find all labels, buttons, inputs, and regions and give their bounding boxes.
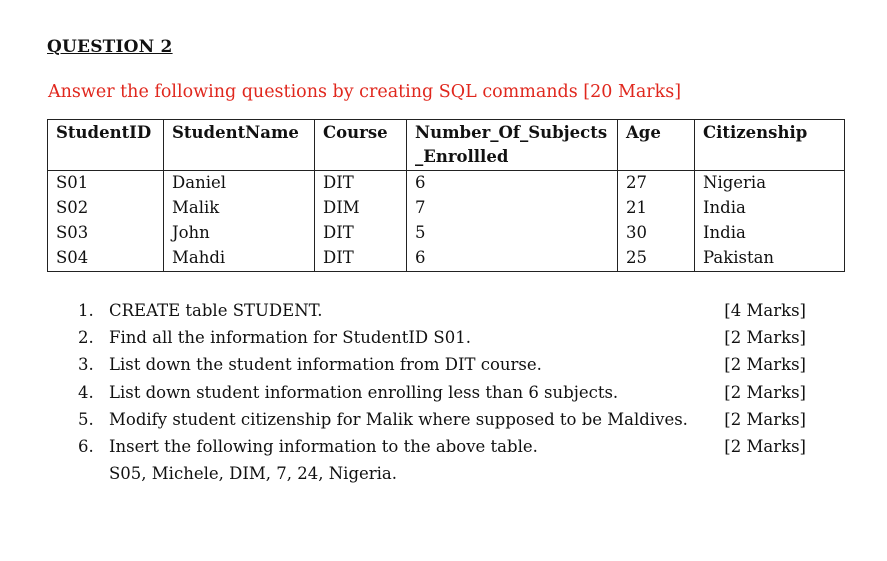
cell-student-id: S01 bbox=[48, 171, 164, 197]
student-table bbox=[47, 119, 845, 272]
question-instructions: Answer the following questions by creating SQL commands [20 Marks] bbox=[48, 82, 682, 102]
cell-course: DIM bbox=[315, 196, 407, 221]
question-text: Find all the information for StudentID S01. bbox=[109, 328, 471, 348]
list-item bbox=[78, 433, 818, 460]
header-age: Age bbox=[618, 120, 695, 171]
cell-subjects: 7 bbox=[407, 196, 618, 221]
cell-course: DIT bbox=[315, 246, 407, 272]
cell-subjects: 6 bbox=[407, 171, 618, 197]
question-number: 5. bbox=[78, 409, 94, 429]
question-marks: [2 Marks] bbox=[724, 355, 806, 375]
header-number-of-subjects-line2: _Enrollled bbox=[415, 147, 509, 166]
question-text: Insert the following information to the above table. bbox=[109, 436, 538, 456]
cell-age: 30 bbox=[618, 221, 695, 246]
question-marks: [2 Marks] bbox=[724, 328, 806, 348]
table-header-row bbox=[48, 120, 845, 171]
list-item bbox=[78, 379, 818, 406]
cell-student-id: S03 bbox=[48, 221, 164, 246]
table-row bbox=[48, 221, 845, 246]
list-item bbox=[78, 406, 818, 433]
question-list bbox=[78, 297, 818, 487]
question-text: Modify student citizenship for Malik where supposed to be Maldives. bbox=[109, 409, 688, 429]
question-number: 1. bbox=[78, 301, 94, 320]
list-item bbox=[78, 297, 818, 324]
cell-citizenship: India bbox=[695, 221, 845, 246]
table-row bbox=[48, 246, 845, 272]
cell-student-id: S02 bbox=[48, 196, 164, 221]
question-number: 3. bbox=[78, 355, 94, 375]
cell-course: DIT bbox=[315, 171, 407, 197]
cell-student-name: John bbox=[164, 221, 315, 246]
question-marks: [4 Marks] bbox=[724, 301, 806, 320]
cell-student-name: Malik bbox=[164, 196, 315, 221]
header-course: Course bbox=[315, 120, 407, 171]
header-student-name: StudentName bbox=[164, 120, 315, 171]
question-number: 6. bbox=[78, 436, 94, 456]
cell-student-name: Daniel bbox=[164, 171, 315, 197]
cell-subjects: 5 bbox=[407, 221, 618, 246]
question-text: List down student information enrolling less than 6 subjects. bbox=[109, 382, 619, 402]
header-number-of-subjects bbox=[407, 120, 618, 171]
cell-age: 25 bbox=[618, 246, 695, 272]
table-row bbox=[48, 196, 845, 221]
header-number-of-subjects-line1: Number_Of_Subjects bbox=[415, 123, 608, 142]
table-row bbox=[48, 171, 845, 197]
question-heading: QUESTION 2 bbox=[47, 37, 173, 57]
insert-values-line bbox=[78, 460, 818, 487]
cell-citizenship: Nigeria bbox=[695, 171, 845, 197]
cell-student-id: S04 bbox=[48, 246, 164, 272]
insert-values-text: S05, Michele, DIM, 7, 24, Nigeria. bbox=[109, 464, 398, 484]
question-text: CREATE table STUDENT. bbox=[109, 301, 323, 320]
cell-student-name: Mahdi bbox=[164, 246, 315, 272]
question-marks: [2 Marks] bbox=[724, 409, 806, 429]
question-marks: [2 Marks] bbox=[724, 436, 806, 456]
cell-subjects: 6 bbox=[407, 246, 618, 272]
question-text: List down the student information from DIT course. bbox=[109, 355, 542, 375]
cell-age: 21 bbox=[618, 196, 695, 221]
list-item bbox=[78, 351, 818, 378]
header-student-id: StudentID bbox=[48, 120, 164, 171]
question-marks: [2 Marks] bbox=[724, 382, 806, 402]
cell-citizenship: Pakistan bbox=[695, 246, 845, 272]
cell-course: DIT bbox=[315, 221, 407, 246]
cell-citizenship: India bbox=[695, 196, 845, 221]
list-item bbox=[78, 324, 818, 351]
question-number: 4. bbox=[78, 382, 94, 402]
cell-age: 27 bbox=[618, 171, 695, 197]
header-citizenship: Citizenship bbox=[695, 120, 845, 171]
question-number: 2. bbox=[78, 328, 94, 348]
